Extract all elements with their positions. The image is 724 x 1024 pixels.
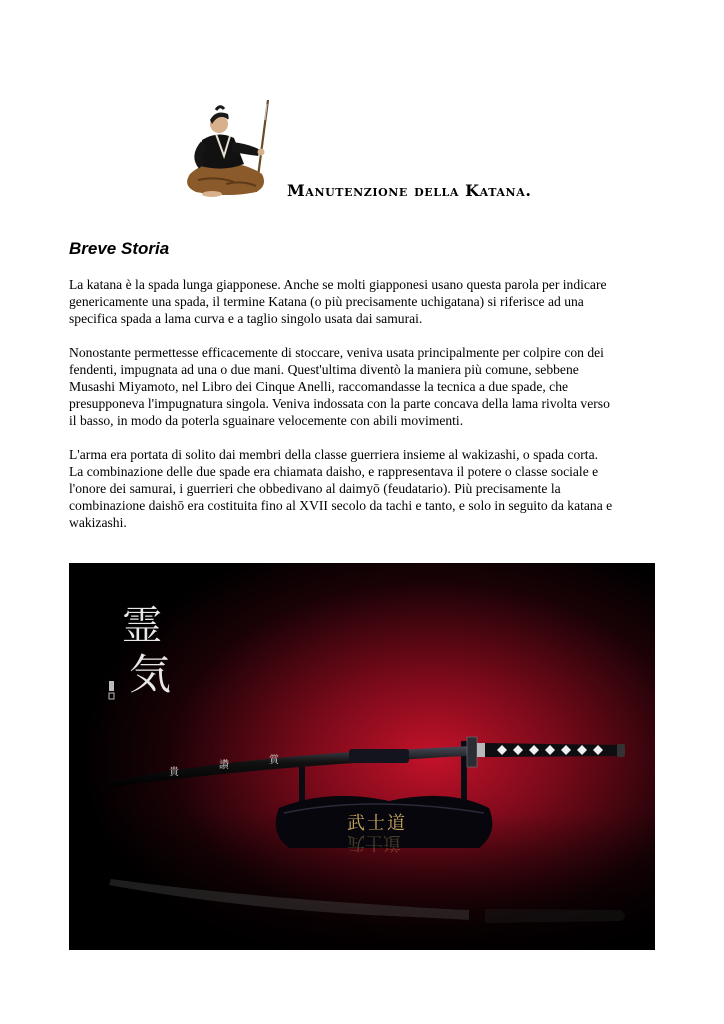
svg-text:讚: 讚 bbox=[219, 760, 229, 771]
calligraphy-char: 気 bbox=[129, 650, 172, 699]
svg-text:賞: 賞 bbox=[269, 755, 279, 766]
samurai-illustration bbox=[172, 100, 284, 200]
text-line: wakizashi. bbox=[69, 515, 127, 530]
paragraph-1 bbox=[69, 276, 659, 327]
section-heading: Breve Storia bbox=[69, 239, 170, 258]
text-line: La combinazione delle due spade era chiamata daisho, e rappresentava il potere o classe sociale e bbox=[69, 464, 599, 479]
calligraphy-char: 霊 bbox=[122, 603, 162, 649]
text-line: combinazione daishō era costituita fino al XVII secolo da tachi e tanto, e solo in seguito da katana e bbox=[69, 498, 613, 513]
text-line: genericamente una spada, il termine Katana (o più precisamente uchigatana) si riferisce ad una bbox=[69, 294, 584, 309]
text-line: il basso, in modo da poterla sguainare velocemente con abili movimenti. bbox=[69, 413, 464, 428]
text-line: La katana è la spada lunga giapponese. Anche se molti giapponesi usano questa parola per indicare bbox=[69, 277, 607, 292]
paragraph-3 bbox=[69, 446, 659, 531]
text-line: Musashi Miyamoto, nel Libro dei Cinque Anelli, raccomandasse la tecnica a due spade, che bbox=[69, 379, 569, 394]
text-line: presupponeva l'impugnatura singola. Veniva indossata con la parte concava della lama rivolta verso bbox=[69, 396, 610, 411]
body-text bbox=[69, 276, 659, 548]
text-line: specifica spada a lama curva e a taglio singolo usata dai samurai. bbox=[69, 311, 423, 326]
paragraph-2 bbox=[69, 344, 659, 429]
svg-text:武士道: 武士道 bbox=[347, 832, 401, 853]
text-line: Nonostante permettesse efficacemente di stoccare, veniva usata principalmente per colpire con dei bbox=[69, 345, 604, 360]
text-line: L'arma era portata di solito dai membri della classe guerriera insieme al wakizashi, o spada corta. bbox=[69, 447, 598, 462]
text-line: fendenti, impugnata ad una o due mani. Quest'ultima diventò la maniera più comune, sebbene bbox=[69, 362, 579, 377]
stand-text: 武士道 bbox=[347, 813, 407, 834]
svg-text:貴: 貴 bbox=[169, 767, 179, 778]
katana-photo bbox=[69, 563, 655, 950]
document-title: Manutenzione della Katana. bbox=[287, 181, 532, 200]
text-line: l'onore dei samurai, i guerrieri che obbedivano al daimyō (feudatario). Più precisamente la bbox=[69, 481, 561, 496]
